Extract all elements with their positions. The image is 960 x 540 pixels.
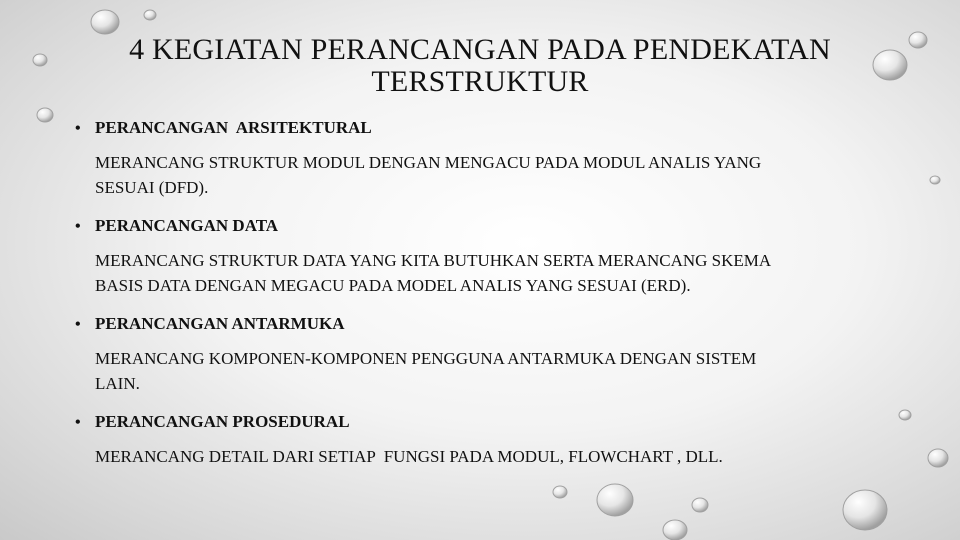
item-heading: PERANCANGAN DATA — [95, 216, 279, 235]
item-description-line-1: MERANCANG STRUKTUR MODUL DENGAN MENGACU PADA MODUL ANALIS YANG — [95, 153, 762, 172]
list-item-data — [75, 216, 905, 298]
item-description-line-2: LAIN. — [95, 374, 140, 393]
item-description-line-2: SESUAI (DFD). — [95, 178, 209, 197]
list-item-antarmuka — [75, 314, 905, 396]
bullet-icon: • — [75, 414, 81, 431]
item-description-line-2: BASIS DATA DENGAN MEGACU PADA MODEL ANALIS YANG SESUAI (ERD). — [95, 276, 691, 295]
item-description — [95, 346, 905, 396]
bullet-icon: • — [75, 218, 81, 235]
slide-title-line-2: TERSTRUKTUR — [371, 65, 589, 98]
list-item-prosedural — [75, 412, 905, 469]
item-description-line-1: MERANCANG STRUKTUR DATA YANG KITA BUTUHKAN SERTA MERANCANG SKEMA — [95, 251, 772, 270]
bullet-icon: • — [75, 316, 81, 333]
item-description — [95, 444, 905, 469]
item-description — [95, 150, 905, 200]
list-item-arsitektural — [75, 118, 905, 200]
item-description-line-1: MERANCANG KOMPONEN-KOMPONEN PENGGUNA ANTARMUKA DENGAN SISTEM — [95, 349, 757, 368]
item-heading: PERANCANGAN PROSEDURAL — [95, 412, 350, 431]
item-description-line-1: MERANCANG DETAIL DARI SETIAP FUNGSI PADA MODUL, FLOWCHART , DLL. — [95, 447, 723, 466]
slide-title-line-1: 4 KEGIATAN PERANCANGAN PADA PENDEKATAN — [129, 33, 831, 66]
slide-content — [75, 118, 905, 485]
item-heading: PERANCANGAN ANTARMUKA — [95, 314, 345, 333]
slide-title — [60, 34, 900, 98]
item-description — [95, 248, 905, 298]
item-heading: PERANCANGAN ARSITEKTURAL — [95, 118, 372, 137]
bullet-icon: • — [75, 120, 81, 137]
